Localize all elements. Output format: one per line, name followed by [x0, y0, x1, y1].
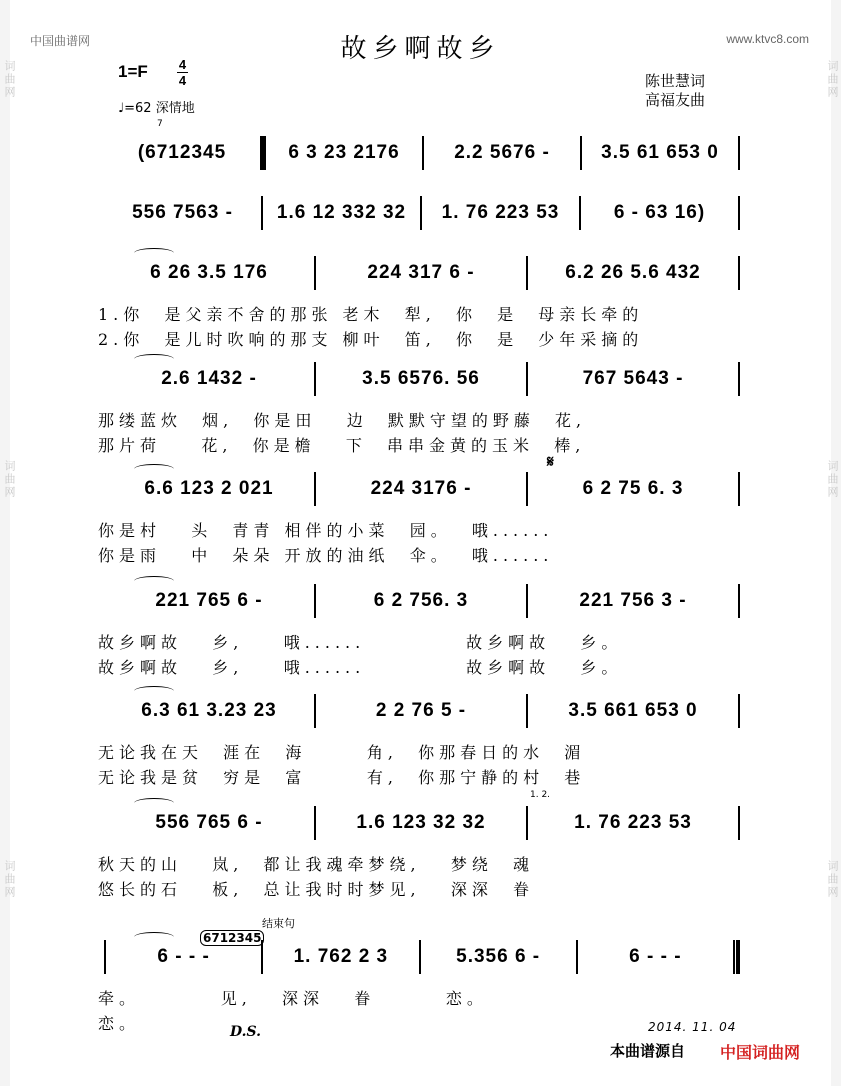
slur: [134, 354, 174, 364]
measure: 6 2 756. 3: [373, 590, 469, 611]
barline: [733, 940, 740, 974]
measure: 2 2 76 5 -: [375, 700, 467, 721]
meter-bottom: 4: [178, 73, 187, 88]
measure: 1.6 123 32 32: [356, 812, 486, 833]
measure: 6.6 123 2 021: [144, 478, 274, 499]
notation-row: [104, 806, 740, 840]
segno-sign: 𝄋: [547, 452, 554, 471]
lyric-verse-1: 那缕蓝炊 烟, 你是田 边 默默守望的野藤 花,: [98, 411, 587, 430]
notation-row: [104, 694, 740, 728]
right-watermark: 词曲网: [826, 460, 839, 499]
right-margin-strip: [831, 0, 841, 1086]
measure: 6 26 3.5 176: [150, 262, 268, 283]
notation-row: [104, 196, 740, 230]
right-watermark: 词曲网: [826, 60, 839, 99]
barline: [738, 196, 740, 230]
notation-row: [104, 362, 740, 396]
measure: 221 756 3 -: [579, 590, 687, 611]
measure: 556 7563 -: [132, 202, 233, 223]
lyric-verse-2: 恋。: [98, 1014, 141, 1033]
left-margin-strip: [0, 0, 10, 1086]
measure: 6 - - -: [629, 946, 682, 967]
measure: 767 5643 -: [582, 368, 684, 389]
lyric-verse-2: 你是雨 中 朵朵 开放的油纸 伞。 哦......: [98, 546, 554, 565]
measure: 1.6 12 332 32: [276, 202, 407, 223]
slur: [134, 576, 174, 586]
meter-top: 4: [178, 57, 187, 72]
tuplet-mark: 7: [157, 119, 163, 129]
measure: 1. 76 223 53: [441, 202, 560, 223]
lyric-verse-1: 故乡啊故 乡, 哦...... 故乡啊故 乡。: [98, 633, 623, 652]
barline: [738, 584, 740, 618]
lyric-verse-2: 那片荷 花, 你是檐 下 串串金黄的玉米 棒,: [98, 436, 586, 455]
barline: [738, 136, 740, 170]
notation-row: [104, 256, 740, 290]
notation-row: [104, 584, 740, 618]
lyric-verse-2: 悠长的石 板, 总让我时时梦见, 深深 眷: [98, 880, 535, 899]
measure: 556 765 6 -: [155, 812, 263, 833]
measure: 2.6 1432 -: [161, 368, 257, 389]
lyricist: 陈世慧词: [645, 72, 706, 90]
date: 2014. 11. 04: [648, 1020, 737, 1034]
measure: 6 - 63 16): [613, 202, 706, 223]
slur: [134, 932, 174, 942]
measure: (6712345: [137, 142, 227, 163]
coda-label: 结束句: [262, 917, 295, 930]
lyric-verse-1: 1.你 是父亲不舍的那张 老木 犁, 你 是 母亲长牵的: [98, 305, 644, 324]
lyric-verse-1: 秋天的山 岚, 都让我魂牵梦绕, 梦绕 魂: [98, 855, 535, 874]
lyric-verse-1: 牵。 见, 深深 眷 恋。: [98, 989, 488, 1008]
slur: [134, 686, 174, 696]
source-brand: 中国词曲网: [720, 1043, 801, 1062]
song-title: 故乡啊故乡: [340, 34, 501, 64]
site-url-right: www.ktvc8.com: [726, 32, 809, 46]
volta-label: 1. 2.: [530, 790, 551, 800]
credits: [645, 72, 705, 110]
measure: 1. 762 2 3: [293, 946, 389, 967]
dal-segno: D.S.: [230, 1024, 262, 1040]
measure: 1. 76 223 53: [574, 812, 692, 833]
measure: 6 3 23 2176: [288, 142, 400, 163]
barline: [738, 694, 740, 728]
right-watermark: 词曲网: [826, 860, 839, 899]
left-watermark: 词曲网: [3, 60, 16, 99]
key-signature: 1=F: [118, 62, 148, 81]
site-name-left: 中国曲谱网: [30, 34, 91, 48]
lyric-verse-2: 故乡啊故 乡, 哦...... 故乡啊故 乡。: [98, 658, 623, 677]
lyric-verse-2: 无论我是贫 穷是 富 有, 你那宁静的村 巷: [98, 768, 586, 787]
notation-row: [104, 472, 740, 506]
barline: [738, 806, 740, 840]
measure: 6 2 75 6. 3: [582, 478, 684, 499]
slur: [134, 248, 174, 258]
measure: 6.2 26 5.6 432: [565, 262, 701, 283]
source-label: 本曲谱源自: [610, 1042, 686, 1060]
notation-row: [104, 940, 740, 974]
notation-row: [104, 136, 740, 170]
measure: 6 - - -: [157, 946, 210, 967]
measure: 224 3176 -: [370, 478, 472, 499]
measure: 221 765 6 -: [155, 590, 263, 611]
measure: 3.5 61 653 0: [601, 142, 719, 163]
barline: [738, 256, 740, 290]
measure: 6.3 61 3.23 23: [141, 700, 277, 721]
left-watermark: 词曲网: [3, 460, 16, 499]
measure: 3.5 6576. 56: [362, 368, 480, 389]
slur: [134, 798, 174, 808]
lyric-verse-2: 2.你 是儿时吹响的那支 柳叶 笛, 你 是 少年采摘的: [98, 330, 644, 349]
barline: [738, 362, 740, 396]
measure: 224 317 6 -: [367, 262, 475, 283]
measure: 3.5 661 653 0: [568, 700, 698, 721]
tempo-marking: ♩=62 深情地: [118, 101, 195, 116]
left-watermark: 词曲网: [3, 860, 16, 899]
composer: 高福友曲: [645, 91, 706, 109]
measure: 2.2 5676 -: [454, 142, 550, 163]
lyric-verse-1: 你是村 头 青青 相伴的小菜 园。 哦......: [98, 521, 554, 540]
time-signature: [177, 58, 188, 87]
slur: [134, 464, 174, 474]
lyric-verse-1: 无论我在天 涯在 海 角, 你那春日的水 湄: [98, 743, 586, 762]
barline: [738, 472, 740, 506]
measure: 5.356 6 -: [456, 946, 541, 967]
intro-grace-notes: 6712345: [200, 930, 264, 946]
